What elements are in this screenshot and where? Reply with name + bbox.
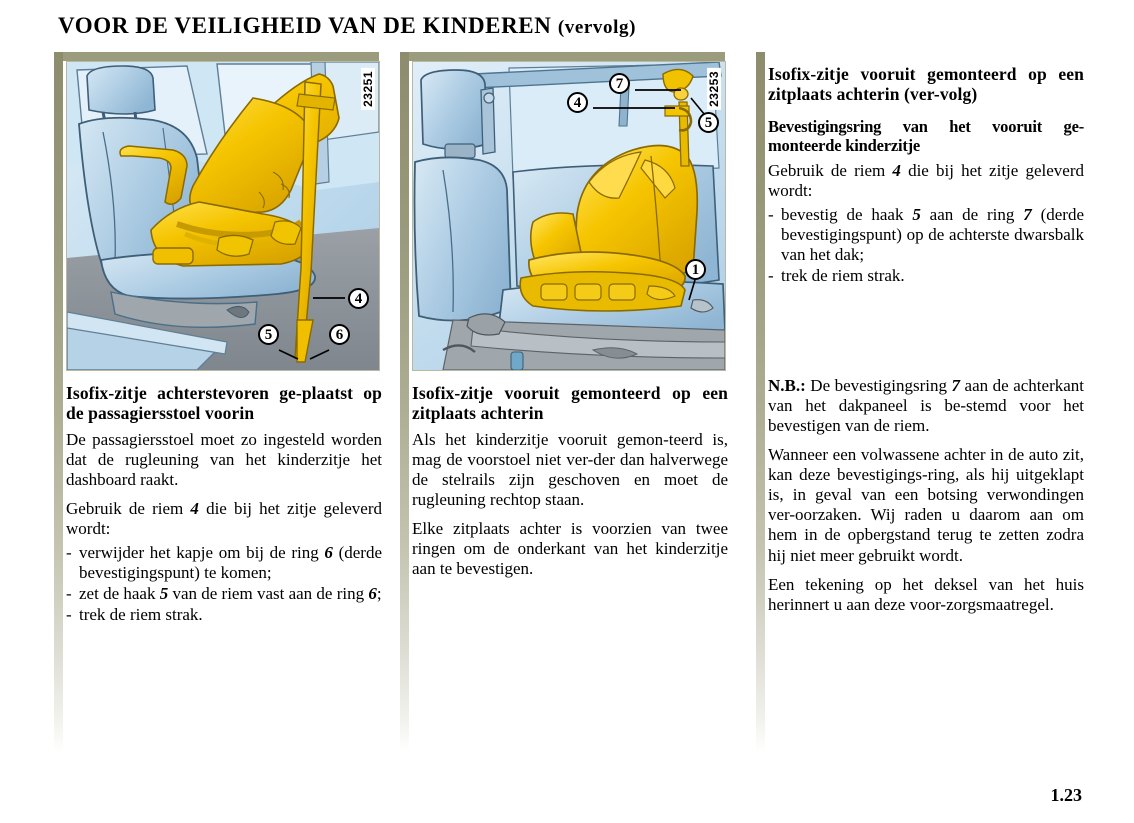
page-title	[58, 13, 636, 39]
figure-forward-facing-seat	[412, 61, 726, 371]
page-title-suffix: (vervolg)	[557, 17, 637, 38]
page-title-main: VOOR DE VEILIGHEID VAN DE KINDEREN	[58, 13, 552, 38]
list-item	[66, 605, 382, 625]
section-subheading-3: Bevestigingsring van het vooruit ge-monteerde kinderzitje	[768, 116, 1084, 155]
column-2	[412, 52, 728, 588]
figure-rear-facing-seat	[66, 61, 380, 371]
page-number: 1.23	[1050, 785, 1082, 805]
figure-illustration-1	[67, 62, 379, 370]
note-paragraph-3: Een tekening op het deksel van het huis herinnert u aan deze voor-zorgsmaatregel.	[768, 574, 1084, 614]
dash-marker: -	[768, 266, 774, 286]
figure-code-1: 23251	[361, 68, 375, 110]
list-item-text: verwijder het kapje om bij de ring 6 (derde bevestigingspunt) te komen;	[79, 542, 382, 582]
column-separator-right	[756, 52, 765, 752]
paragraph-2-2: Elke zitplaats achter is voorzien van twee ringen om de onderkant van het kinderzitje aan te bevestigen.	[412, 518, 728, 578]
callout-7: 7	[609, 73, 630, 94]
column-separator-middle	[400, 52, 409, 752]
paragraph-1-1: De passagiersstoel moet zo ingesteld worden dat de rugleuning van het kinderzitje het dashboard raakt.	[66, 429, 382, 489]
note-text-1: De bevestigingsring 7 aan de achterkant van het dakpaneel is be-stemd voor het bevestigen van de riem.	[768, 376, 1084, 436]
section-heading-3: Isofix-zitje vooruit gemonteerd op een zitplaats achterin (ver-volg)	[768, 64, 1084, 105]
callout-4: 4	[348, 288, 369, 309]
note-paragraph-1	[768, 376, 1084, 436]
list-item	[66, 584, 382, 604]
paragraph-1-2: Gebruik de riem 4 die bij het zitje geleverd wordt:	[66, 498, 383, 538]
callout-4: 4	[567, 92, 588, 113]
list-item	[768, 266, 1084, 286]
column-1	[66, 52, 382, 629]
callout-5: 5	[698, 112, 719, 133]
list-item-text: bevestig de haak 5 aan de ring 7 (derde bevestigingspunt) op de achterste dwarsbalk van het dak;	[781, 204, 1084, 265]
dash-marker: -	[66, 604, 72, 624]
paragraph-2-1: Als het kinderzitje vooruit gemon-teerd is, mag de voorstoel niet ver-der dan halverwege de stelrails zijn geschoven en moet de rugleuning rechtop staan.	[412, 429, 728, 509]
paragraph-3-1: Gebruik de riem 4 die bij het zitje geleverd wordt:	[768, 160, 1085, 200]
dash-marker: -	[66, 542, 72, 562]
list-item-text: trek de riem strak.	[781, 266, 905, 286]
note-spacer	[768, 290, 1084, 376]
list-item-text: trek de riem strak.	[79, 604, 203, 624]
column-separator-left	[54, 52, 63, 752]
dash-marker: -	[768, 204, 774, 224]
section-heading-2: Isofix-zitje vooruit gemonteerd op een zitplaats achterin	[412, 383, 728, 424]
callout-5: 5	[258, 324, 279, 345]
callout-1: 1	[685, 259, 706, 280]
note-label: N.B.:	[768, 376, 806, 396]
note-paragraph-2: Wanneer een volwassene achter in de auto zit, kan deze bevestigings-ring, als hij uitgeklapt is, in geval van een botsing verwondingen ver-oorzaken. Wij raden u daarom aan om hem in de opbergstand terug te zetten zodra hij niet meer gebruikt wordt.	[768, 445, 1084, 565]
column-3	[768, 52, 1084, 624]
list-item	[768, 205, 1084, 265]
bullet-list-3	[768, 205, 1084, 286]
figure-code-2: 23253	[707, 68, 721, 110]
section-heading-1: Isofix-zitje achterstevoren ge-plaatst op de passagiersstoel voorin	[66, 383, 382, 424]
list-item-text: zet de haak 5 van de riem vast aan de ring 6;	[79, 583, 382, 603]
list-item	[66, 543, 382, 583]
dash-marker: -	[66, 583, 72, 603]
bullet-list-1	[66, 543, 382, 625]
callout-6: 6	[329, 324, 350, 345]
